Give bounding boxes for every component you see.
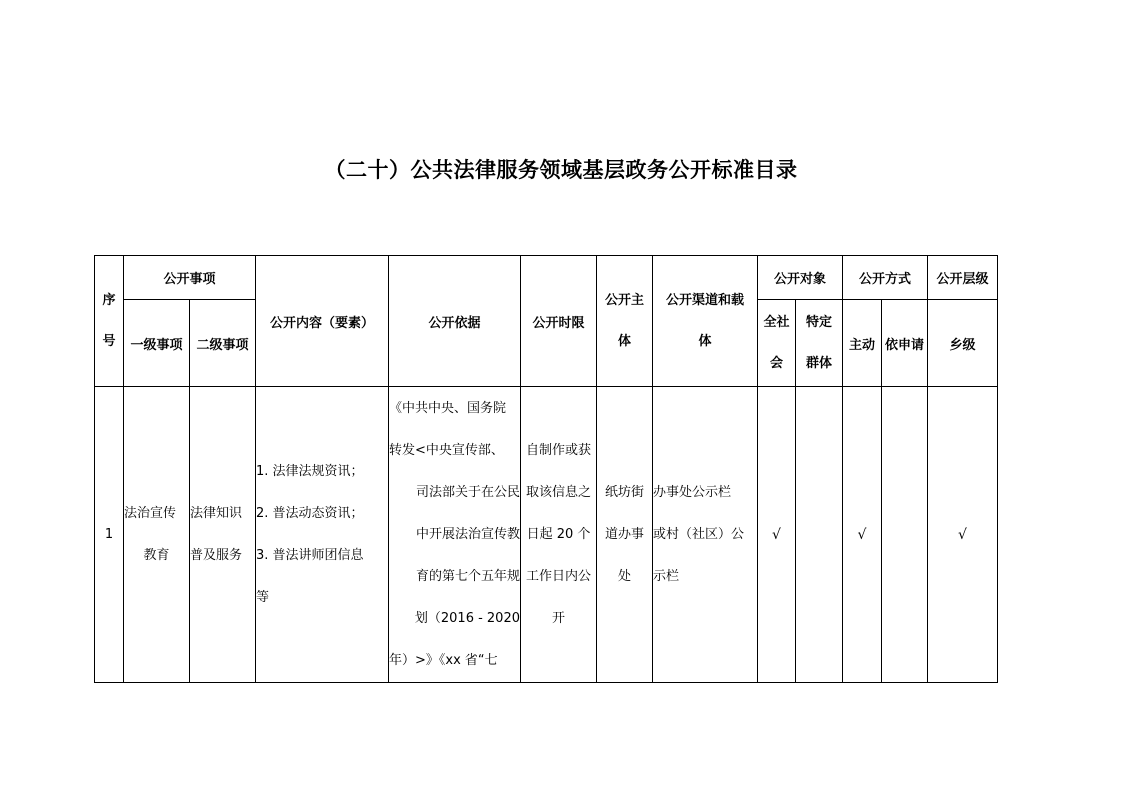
header-method-active: 主动: [843, 300, 882, 387]
row-method-active: √: [843, 387, 882, 683]
row-level-township: √: [928, 387, 998, 683]
row-level1: 法治宣传 教育: [124, 387, 190, 683]
header-item-level2: 二级事项: [190, 300, 256, 387]
header-time-limit: 公开时限: [521, 256, 597, 387]
header-channel: 公开渠道和载 体: [653, 256, 758, 387]
header-seq: 序 号: [95, 256, 124, 387]
page-title: （二十）公共法律服务领域基层政务公开标准目录: [324, 158, 798, 182]
row-target-specific: [796, 387, 843, 683]
row-content: 1. 法律法规资讯； 2. 普法动态资讯； 3. 普法讲师团信息 等: [256, 387, 389, 683]
header-target: 公开对象: [758, 256, 843, 300]
header-content: 公开内容（要素）: [256, 256, 389, 387]
header-method-apply: 依申请: [882, 300, 928, 387]
row-basis: 《中共中央、国务院 转发<中央宣传部、 司法部关于在公民 中开展法治宣传教 育的第七个五年规 划（2016 - 2020 年）>》《xx 省“七: [389, 387, 521, 683]
row-level2: 法律知识 普及服务: [190, 387, 256, 683]
header-target-specific: 特定 群体: [796, 300, 843, 387]
header-subject: 公开主 体: [597, 256, 653, 387]
header-method: 公开方式: [843, 256, 928, 300]
header-item-level1: 一级事项: [124, 300, 190, 387]
row-method-apply: [882, 387, 928, 683]
header-level: 公开层级: [928, 256, 998, 300]
row-target-all: √: [758, 387, 796, 683]
header-basis: 公开依据: [389, 256, 521, 387]
catalog-table: [94, 255, 998, 683]
row-channel: 办事处公示栏 或村（社区）公 示栏: [653, 387, 758, 683]
header-item: 公开事项: [124, 256, 256, 300]
header-target-all: 全社 会: [758, 300, 796, 387]
row-seq: 1: [95, 387, 124, 683]
row-time-limit: 自制作或获 取该信息之 日起 20 个 工作日内公 开: [521, 387, 597, 683]
header-level-township: 乡级: [928, 300, 998, 387]
table-row: [95, 387, 998, 683]
row-subject: 纸坊街 道办事 处: [597, 387, 653, 683]
